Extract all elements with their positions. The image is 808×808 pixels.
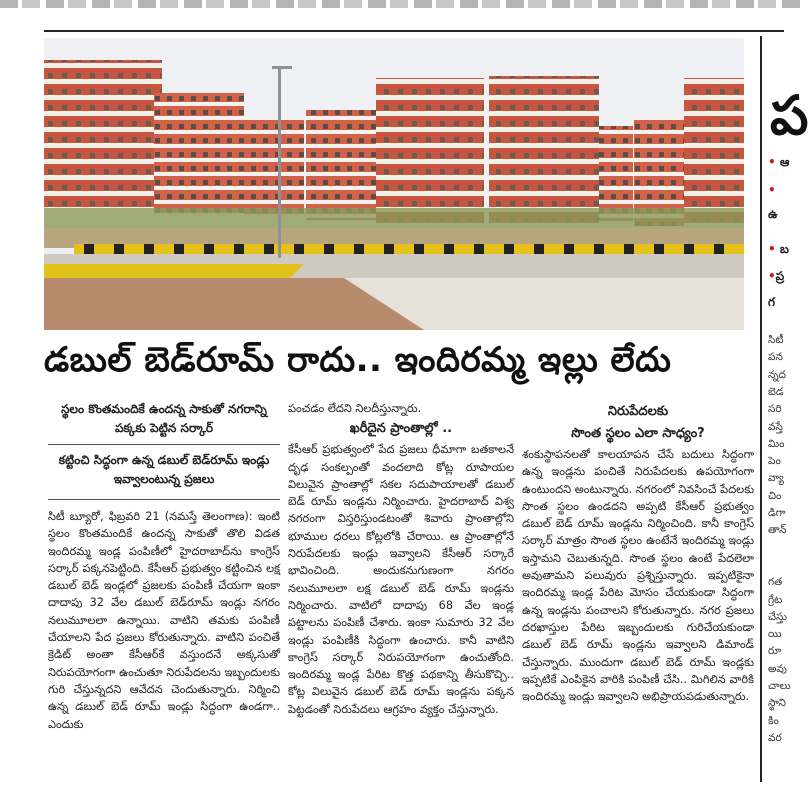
adjacent-bullet [768, 241, 789, 257]
adjacent-text-line: చిం [768, 489, 782, 502]
bullet-icon: • [768, 155, 776, 169]
sub-head-box [48, 400, 280, 500]
adjacent-text-line: న్నద [768, 368, 786, 381]
adjacent-bullet: ఉ [768, 207, 778, 221]
column-2 [288, 400, 514, 718]
adjacent-text-line: డిగా [768, 507, 786, 519]
column-3-body: శంకుస్థాపనలతో కాలయాపన చేసే బదులు సిద్ధంగా ఉన్న ఇండ్లను పంచితే నిరుపేదలకు ఉపయోగంగా ఉంటుందని అంటున్నారు. నగరంలో నివసించే పేదలకు సొంత స్థలం ఉండదని అప్పటి కేసీఆర్ ప్రభుత్వం డబుల్ బెడ్ రూమ్ ఇండ్లను నిర్మించింది. కానీ కాంగ్రెస్ సర్కార్ మాత్రం సొంత స్థలం ఉంటేనే ఇందిరమ్మ ఇండ్లు ఇస్తామని చెబుతున్నది. సొంత స్థలం ఉంటే పేదలెలా అవుతామని పలువురు ప్రశ్నిస్తున్నారు. ఇప్పటికైనా ఇందిరమ్మ ఇండ్ల పేరిట మోసం చేయకుండా సిద్ధంగా ఉన్న ఇండ్లను పంచాలని కోరుతున్నారు. నగర ప్రజలు దరఖాస్తుల పేరిట ఇబ్బందులకు గురిచేయకుండా డబుల్ బెడ్ రూమ్ ఇండ్లను ఇవ్వాలని డిమాండ్ చేస్తున్నారు. ముందుగా డబుల్ బెడ్ రూమ్ ఇండ్లకు ఇప్పటికే ఎంపికైన వారికి పంపిణీ చేసి.. మిగిలిన వారికి ఇందిరమ్మ ఇండ్లు ఇవ్వాలని అభిప్రాయపడుతున్నారు. [522, 448, 754, 704]
adjacent-text-line: రూ [768, 645, 782, 658]
headline: డబుల్ బెడ్‌రూమ్ రాదు.. ఇందిరమ్మ ఇల్లు లేదు [44, 340, 672, 380]
adjacent-text-line: అవు [768, 662, 787, 675]
column-2-body: కేసీఆర్ ప్రభుత్వంలో పేద ప్రజలు ధీమాగా బతకాలనే దృఢ సంకల్పంతో వందలాది కోట్ల రూపాయల విలువైన ప్రాంతాల్లో సకల సదుపాయాలతో డబుల్ బెడ్ రూమ్ ఇండ్లను నిర్మించారు. హైదరాబాద్ విశ్వ నగరంగా విస్తరిస్తుండటంతో శివారు ప్రాంతాల్లోని భూముల ధరలు కోట్లలోకి చేరాయి. ఆ ప్రాంతాల్లోనే నిరుపేదలకు ఇండ్లు ఇవ్వాలని కేసీఆర్ సర్కారే భావించింది. అందుకనుగుణంగా నగరం నలుమూలలా లక్ష డబుల్ బెడ్ రూమ్ ఇండ్లను నిర్మించారు. వాటిలో దాదాపు 68 వేల ఇండ్ల పట్టాలను పంపిణీ చేశారు. ఇంకా సుమారు 32 వేల ఇండ్లు పంపిణీకి సిద్ధంగా ఉంచారు. కానీ వాటిని కాంగ్రెస్ సర్కార్ నిరుపయోగంగా ఉంచుతోంది. ఇందిరమ్మ ఇండ్ల పేరిట కొత్త పథకాన్ని తీసుకొచ్చి.. కోట్ల విలువైన డబుల్ బెడ్ రూమ్ ఇండ్లను పక్కన పెట్టడంతో నిరుపేదలు ఆగ్రహం వ్యక్తం చేస్తున్నారు. [288, 443, 514, 716]
adjacent-text-line: వస్తే [768, 420, 783, 433]
adjacent-text-line: చేస్తు [768, 610, 787, 623]
adjacent-text-line: చాలు [768, 680, 791, 692]
adjacent-text-line: యి [768, 628, 782, 641]
sub-head-2: కట్టించి సిద్ధంగా ఉన్న డబుల్ బెడ్‌రూమ్ ఇండ్లు ఇవ్వాలంటున్న ప్రజలు [48, 444, 280, 489]
adjacent-text-line: పన [768, 351, 783, 364]
adjacent-text-line: గత [768, 576, 783, 589]
column-1-body: సిటీ బ్యూరో, ఫిబ్రవరి 21 (నమస్తే తెలంగాణ): ఇంటి స్థలం కొంతమందికే ఉందన్న సాకుతో తొలి విడత ఇందిరమ్మ ఇండ్ల పంపిణీలో హైదరాబాద్‌ను కాంగ్రెస్ సర్కార్ పక్కనపెట్టింది. కేసీఆర్ ప్రభుత్వం కట్టించిన లక్ష డబుల్ బెడ్ ఇండ్లలో ప్రజలకు పంపిణీ చేయగా ఇంకా దాదాపు 32 వేల డబుల్ బెడ్‌రూమ్ ఇండ్లు నగరం నలుమూలలా ఉన్నాయి. వాటిని తమకు పంపిణీ చేయాలని పేద ప్రజలు కోరుతున్నారు. వాటిని పంచితే క్రెడిట్ అంతా కేసీఆర్‌కే వస్తుందనే అక్కసుతో నిరుపయోగంగా ఉంచుతూ నిరుపేదలను ఇబ్బందులకు గురి చేస్తున్నదని ఆవేదన చెందుతున్నారు. నిర్మించి ఉన్న డబుల్ బెడ్ రూమ్ ఇండ్లు సిద్ధంగా ఉండగా.. ఎందుకు [48, 510, 280, 731]
adjacent-text-line: వ్యా [768, 472, 784, 485]
adjacent-text-line: స్థాని [768, 697, 786, 710]
column-2-lead: పంచడం లేదని నిలదీస్తున్నారు. [288, 402, 422, 415]
column-3 [522, 400, 754, 705]
bullet-icon: • [768, 269, 776, 283]
bullet-icon: • [768, 183, 776, 197]
adjacent-bullet-text: ప్ర [775, 269, 785, 283]
adjacent-bullet [768, 154, 789, 170]
column-divider [760, 36, 762, 782]
housing-photo [44, 38, 744, 330]
housing-illustration [44, 38, 744, 330]
adjacent-text-line: గ్రేట [768, 593, 783, 606]
previous-article-strip [0, 0, 800, 8]
adjacent-bullet-text: బ [775, 242, 789, 256]
adjacent-text-line: సిటీ [768, 334, 784, 346]
adjacent-text-line: బెడ [768, 385, 784, 398]
adjacent-headline-glyph: ప [770, 84, 808, 147]
top-rule [44, 30, 784, 32]
adjacent-text-line: తాన్ [768, 524, 787, 537]
column-3-heading-line-2: సొంత స్థలం ఎలా సాధ్యం? [571, 426, 705, 441]
column-3-heading-line-1: నిరుపేదలకు [607, 404, 669, 419]
adjacent-article-cutoff [766, 36, 808, 796]
adjacent-text-line: వర [768, 731, 782, 744]
column-1 [48, 400, 280, 733]
adjacent-bullet [768, 268, 784, 284]
adjacent-text-line: కిం [768, 714, 779, 727]
adjacent-text-line: మిం [768, 437, 785, 450]
sub-head-1: స్థలం కొంతమందికే ఉందన్న సాకుతో నగరాన్ని పక్కకు పెట్టిన సర్కార్ [61, 402, 267, 435]
adjacent-bullet-text: ఆ [775, 155, 790, 169]
adjacent-bullet [768, 182, 776, 198]
adjacent-text-line: సరి [768, 403, 782, 416]
adjacent-bullet: గ [768, 295, 775, 309]
adjacent-text-line: పెం [768, 455, 781, 468]
bullet-icon: • [768, 242, 776, 256]
column-2-heading: ఖరీదైన ప్రాంతాల్లో .. [349, 421, 453, 437]
